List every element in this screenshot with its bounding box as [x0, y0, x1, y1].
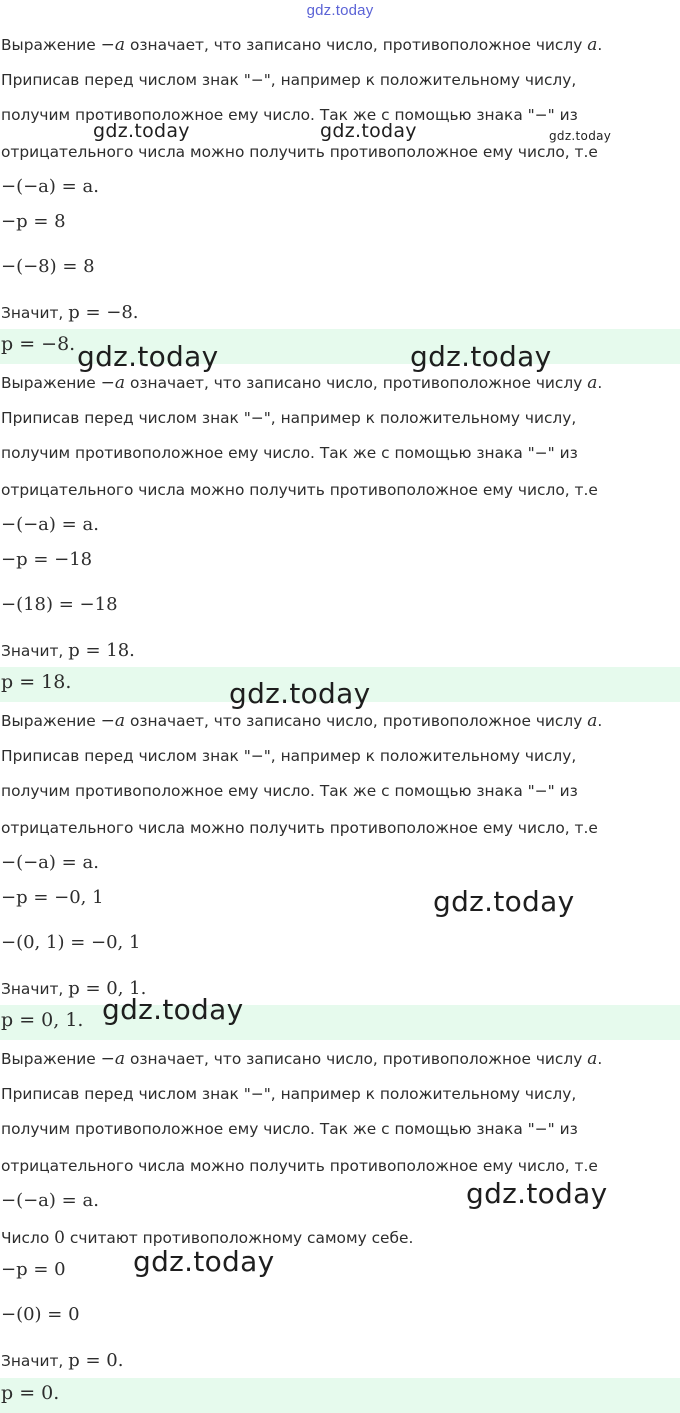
watermark: gdz.today [77, 340, 219, 373]
identity-formula: −(−a) = a. [1, 176, 99, 197]
equation-2: −(18) = −18 [1, 594, 118, 615]
watermark: gdz.today [549, 129, 612, 143]
top-watermark: gdz.today [306, 2, 374, 19]
intro-line-2: Приписав перед числом знак "−", например к положительному числу, [1, 1085, 577, 1103]
zero-note: Число 0 считают противоположному самому себе. [1, 1228, 414, 1248]
watermark: gdz.today [93, 120, 190, 142]
equation-2: −(−8) = 8 [1, 256, 95, 277]
intro-line-3: получим противоположное ему число. Так же с помощью знака "−" из [1, 1120, 578, 1138]
intro-line-4: отрицательного числа можно получить противоположное ему число, т.е [1, 1157, 598, 1175]
answer: p = 0, 1. [1, 1009, 84, 1031]
intro-line-3: получим противоположное ему число. Так же с помощью знака "−" из [1, 106, 578, 124]
watermark: gdz.today [410, 340, 552, 373]
intro-line-2: Приписав перед числом знак "−", например к положительному числу, [1, 409, 577, 427]
intro-line-1: Выражение −a означает, что записано число, противоположное числу a. [1, 1049, 603, 1069]
watermark: gdz.today [133, 1245, 275, 1278]
identity-formula: −(−a) = a. [1, 852, 99, 873]
answer: p = 18. [1, 671, 72, 693]
answer: p = 0. [1, 1382, 60, 1404]
conclusion: Значит, p = 0, 1. [1, 978, 147, 999]
identity-formula: −(−a) = a. [1, 514, 99, 535]
intro-line-3: получим противоположное ему число. Так же с помощью знака "−" из [1, 444, 578, 462]
intro-line-1: Выражение −a означает, что записано число, противоположное числу a. [1, 35, 603, 55]
watermark: gdz.today [433, 885, 575, 918]
intro-line-2: Приписав перед числом знак "−", например к положительному числу, [1, 71, 577, 89]
watermark: gdz.today [320, 120, 417, 142]
intro-line-3: получим противоположное ему число. Так же с помощью знака "−" из [1, 782, 578, 800]
equation-1: −p = −0, 1 [1, 887, 104, 908]
equation-2: −(0, 1) = −0, 1 [1, 932, 141, 953]
equation-1: −p = −18 [1, 549, 93, 570]
answer-box-4 [0, 1378, 680, 1413]
identity-formula: −(−a) = a. [1, 1190, 99, 1211]
intro-line-4: отрицательного числа можно получить противоположное ему число, т.е [1, 481, 598, 499]
intro-line-4: отрицательного числа можно получить противоположное ему число, т.е [1, 819, 598, 837]
intro-line-4: отрицательного числа можно получить противоположное ему число, т.е [1, 143, 598, 161]
conclusion: Значит, p = 0. [1, 1350, 124, 1371]
answer: p = −8. [1, 333, 76, 355]
watermark: gdz.today [466, 1177, 608, 1210]
intro-line-2: Приписав перед числом знак "−", например к положительному числу, [1, 747, 577, 765]
conclusion: Значит, p = −8. [1, 302, 139, 323]
conclusion: Значит, p = 18. [1, 640, 135, 661]
equation-1: −p = 8 [1, 211, 66, 232]
equation-1: −p = 0 [1, 1259, 66, 1280]
intro-line-1: Выражение −a означает, что записано число, противоположное числу a. [1, 373, 603, 393]
watermark: gdz.today [229, 677, 371, 710]
equation-2: −(0) = 0 [1, 1304, 80, 1325]
watermark: gdz.today [102, 993, 244, 1026]
intro-line-1: Выражение −a означает, что записано число, противоположное числу a. [1, 711, 603, 731]
